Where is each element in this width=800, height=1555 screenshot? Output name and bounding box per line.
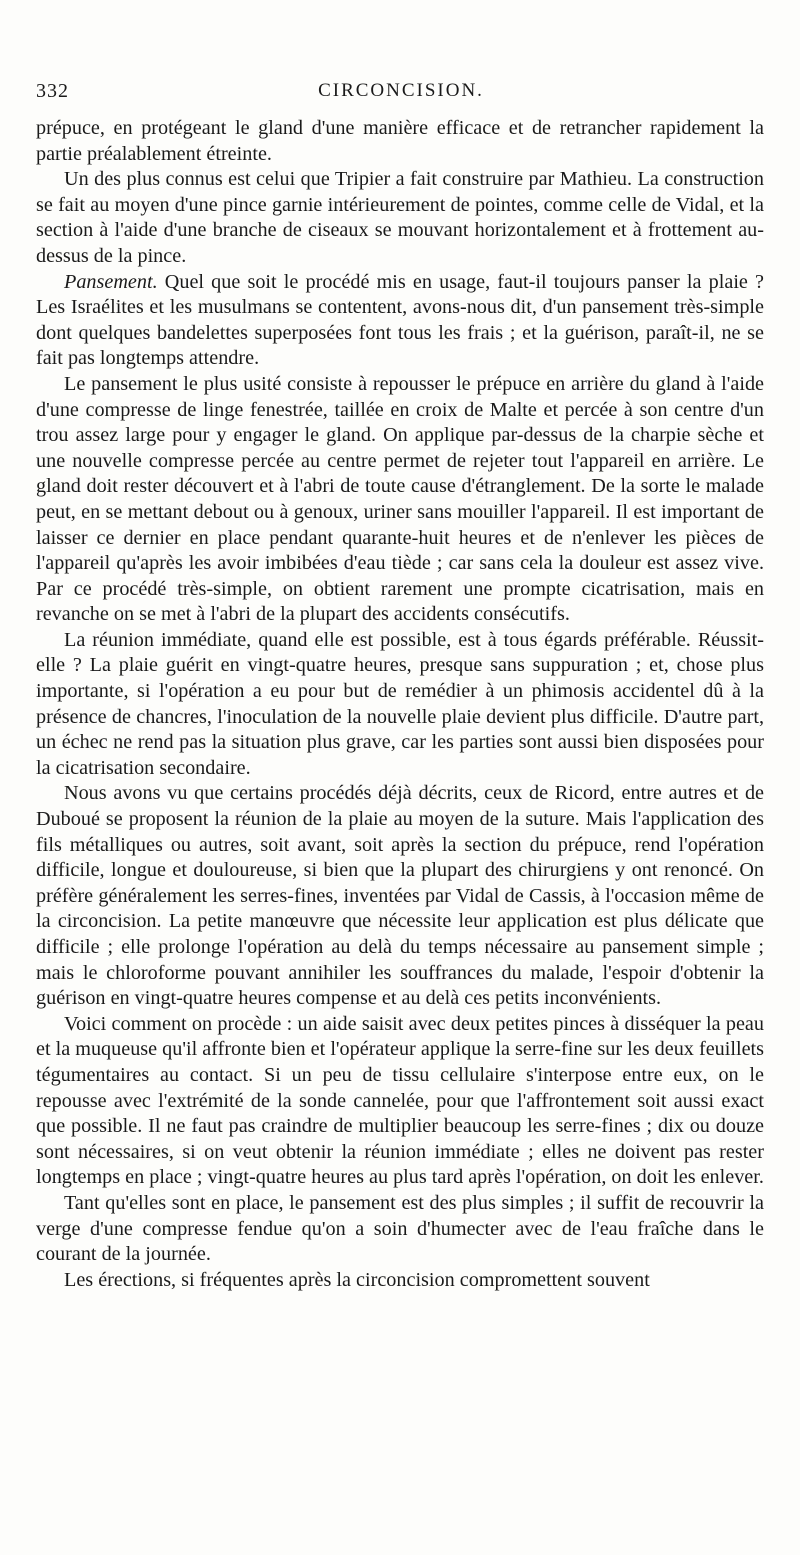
paragraph-text: Le pansement le plus usité consiste à repousser le prépuce en arrière du gland à l'aide d'une compresse de linge fenestrée, taillée en croix de Malte et percée à son centre d'un trou assez large pour y engager le gland. On applique par-dessus de la charpie sèche et une nouvelle compresse percée au centre permet de rejeter tout l'appareil en arrière. Le gland doit rester découvert et à l'abri de toute cause d'étranglement. De la sorte le malade peut, en se mettant debout ou à genoux, uriner sans mouiller l'appareil. Il est important de laisser ce dernier en place pendant quarante-huit heures et de n'enlever les pièces de l'appareil qu'après les avoir imbibées d'eau tiède ; car sans cela la douleur est assez vive. Par ce procédé très-simple, on obtient rarement une prompte cicatrisation, mais en revanche on se met à l'abri de la plupart des accidents consécutifs. bbox=[36, 372, 764, 626]
paragraph bbox=[36, 167, 764, 269]
paragraph bbox=[36, 372, 764, 628]
paragraph bbox=[36, 1012, 764, 1191]
paragraph bbox=[36, 270, 764, 372]
running-title: CIRCONCISION. bbox=[318, 80, 484, 101]
paragraph bbox=[36, 628, 764, 782]
paragraph bbox=[36, 1268, 764, 1294]
body-text bbox=[36, 116, 764, 1293]
page-number: 332 bbox=[36, 80, 69, 102]
paragraph bbox=[36, 781, 764, 1011]
paragraph bbox=[36, 116, 764, 167]
paragraph-text: Un des plus connus est celui que Tripier a fait construire par Mathieu. La construction se fait au moyen d'une pince garnie intérieurement de pointes, comme celle de Vidal, et la section à l'aide d'une branche de ciseaux se mouvant horizontalement et à frottement au-dessus de la pince. bbox=[36, 168, 764, 267]
paragraph-text: Quel que soit le procédé mis en usage, faut-il toujours panser la plaie ? Les Israélites et les musulmans se contentent, avons-nous dit, d'un pansement très-simple dont quelques bandelettes superposées font tous les frais ; et la guérison, paraît-il, ne se fait pas longtemps attendre. bbox=[36, 270, 764, 370]
paragraph-lead: Pansement. bbox=[64, 270, 158, 293]
paragraph-text: Nous avons vu que certains procédés déjà décrits, ceux de Ricord, entre autres et de Duboué se proposent la réunion de la plaie au moyen de la suture. Mais l'application des fils métalliques ou autres, soit avant, soit après la section du prépuce, rend l'opération difficile, longue et douloureuse, si bien que la plupart des chirurgiens y ont renoncé. On préfère généralement les serres-fines, inventées par Vidal de Cassis, à l'occasion même de la circoncision. La petite manœuvre que nécessite leur application est plus délicate que difficile ; elle prolonge l'opération au delà du temps nécessaire au pansement simple ; mais le chloroforme pouvant annihiler les souffrances du malade, l'espoir d'obtenir la guérison en vingt-quatre heures compense et au delà ces petits inconvénients. bbox=[36, 782, 764, 1010]
paragraph-text: Tant qu'elles sont en place, le pansement est des plus simples ; il suffit de recouvrir la verge d'une compresse fendue qu'on a soin d'humecter avec de l'eau fraîche dans le courant de la journée. bbox=[36, 1191, 764, 1266]
paragraph-text: La réunion immédiate, quand elle est possible, est à tous égards préférable. Réussit-elle ? La plaie guérit en vingt-quatre heures, presque sans suppuration ; et, chose plus importante, si l'opération a eu pour but de remédier à un phimosis accidentel dû à la présence de chancres, l'inoculation de la nouvelle plaie devient plus difficile. D'autre part, un échec ne rend pas la situation plus grave, car les parties sont aussi bien disposées pour la cicatrisation secondaire. bbox=[36, 628, 764, 779]
paragraph-text: prépuce, en protégeant le gland d'une manière efficace et de retrancher rapidement la partie préalablement étreinte. bbox=[36, 117, 764, 165]
paragraph bbox=[36, 1191, 764, 1268]
paragraph-text: Les érections, si fréquentes après la circoncision compromettent souvent bbox=[64, 1268, 650, 1291]
paragraph-text: Voici comment on procède : un aide saisit avec deux petites pinces à disséquer la peau et la muqueuse qu'il affronte bien et l'opérateur applique la serre-fine sur les deux feuillets tégumentaires au contact. Si un peu de tissu cellulaire s'interpose entre eux, on le repousse avec l'extrémité de la sonde cannelée, pour que l'affrontement soit aussi exact que possible. Il ne faut pas craindre de multiplier beaucoup les serre-fines ; dix ou douze sont nécessaires, si on veut obtenir la réunion immédiate ; elles ne doivent pas rester longtemps en place ; vingt-quatre heures au plus tard après l'opération, on doit les enlever. bbox=[36, 1012, 764, 1189]
running-head bbox=[36, 80, 766, 110]
